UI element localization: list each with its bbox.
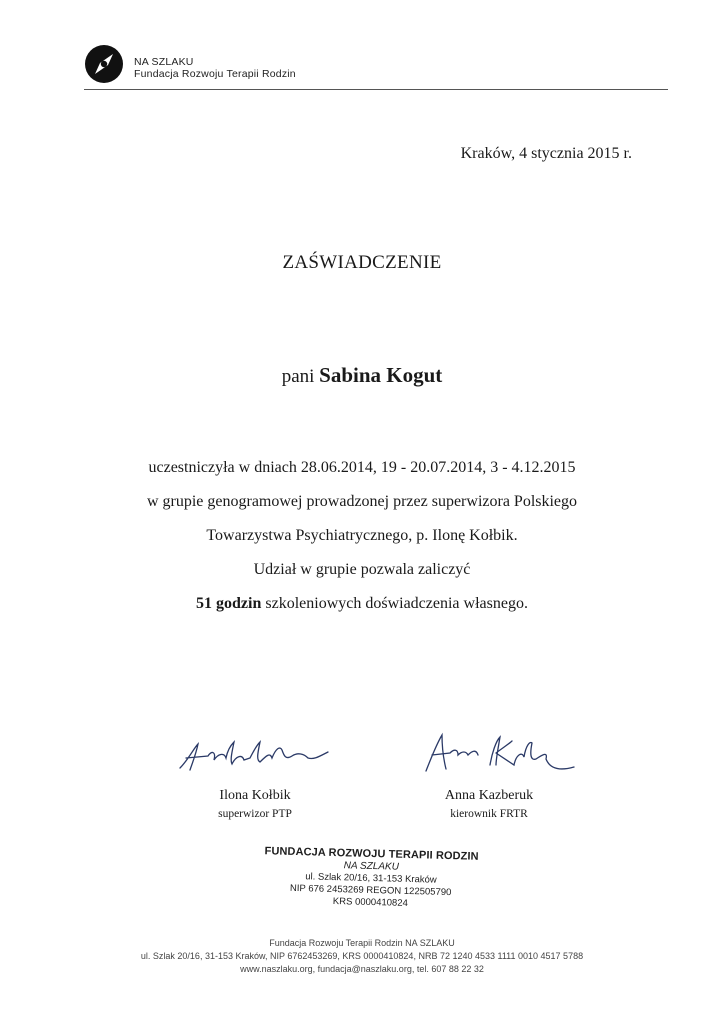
body-line: w grupie genogramowej prowadzonej przez superwizora Polskiego <box>146 493 578 510</box>
signer-2 <box>414 788 564 820</box>
document-date: Kraków, 4 stycznia 2015 r. <box>460 145 632 162</box>
organization-stamp <box>255 845 486 911</box>
org-header <box>134 56 296 80</box>
org-name: NA SZLAKU <box>134 56 194 68</box>
stamp-line: NA SZLAKU <box>343 860 400 873</box>
org-subtitle: Fundacja Rozwoju Terapii Rodzin <box>134 68 296 80</box>
hours-description: szkoleniowych doświadczenia własnego. <box>261 595 528 612</box>
header-divider <box>84 89 668 90</box>
stamp-line: ul. Szlak 20/16, 31-153 Kraków <box>305 871 437 886</box>
stamp-line: FUNDACJA ROZWOJU TERAPII RODZIN <box>264 845 479 863</box>
signer-name: Anna Kazberuk <box>444 788 534 803</box>
footer-line: Fundacja Rozwoju Terapii Rodzin NA SZLAKU <box>269 938 455 948</box>
stamp-line: KRS 0000410824 <box>332 896 408 909</box>
recipient-name: Sabina Kogut <box>319 363 443 387</box>
footer-line: www.naszlaku.org, fundacja@naszlaku.org, tel. 607 88 22 32 <box>240 964 484 974</box>
body-line: uczestniczyła w dniach 28.06.2014, 19 - 20.07.2014, 3 - 4.12.2015 <box>148 459 576 476</box>
signer-name: Ilona Kołbik <box>219 788 291 803</box>
footer-line: ul. Szlak 20/16, 31-153 Kraków, NIP 6762453269, KRS 0000410824, NRB 72 1240 4533 1111 0010 4517 5788 <box>140 951 584 961</box>
body-line: Udział w grupie pozwala zaliczyć <box>253 561 471 578</box>
signature-ilona-kolbik <box>168 730 348 780</box>
signer-role: kierownik FRTR <box>450 808 528 820</box>
recipient-prefix: pani <box>281 366 315 387</box>
hours-count: 51 godzin <box>196 595 262 612</box>
signer-role: superwizor PTP <box>218 808 292 820</box>
recipient <box>0 363 724 388</box>
body-line: Towarzystwa Psychiatrycznego, p. Ilonę Kołbik. <box>206 527 518 544</box>
compass-logo-icon <box>84 44 124 84</box>
signature-anna-kazberuk <box>412 725 582 785</box>
stamp-line: NIP 676 2453269 REGON 122505790 <box>289 882 452 899</box>
signer-1 <box>190 788 320 820</box>
page-footer <box>0 937 724 976</box>
certificate-body <box>60 451 664 621</box>
body-line <box>60 587 664 621</box>
document-title: ZAŚWIADCZENIE <box>282 252 442 273</box>
